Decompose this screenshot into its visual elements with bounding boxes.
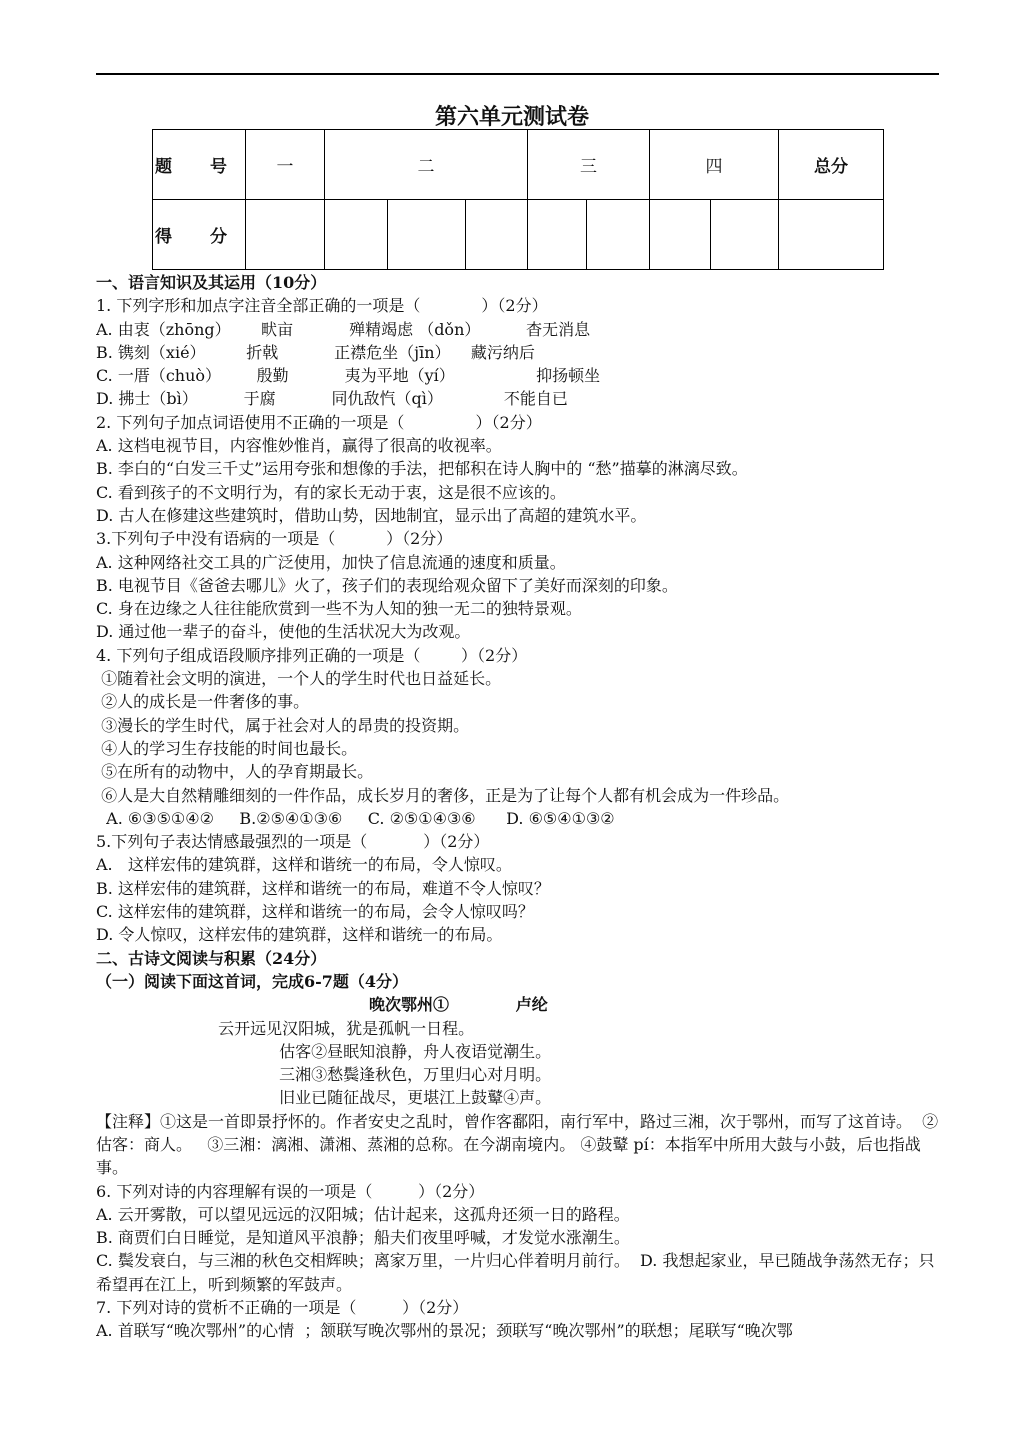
text-line: 三湘③愁鬓逢秋色，万里归心对月明。 xyxy=(96,1065,552,1085)
header-cell-4: 四 xyxy=(650,130,779,200)
exam-content xyxy=(96,271,946,1343)
text-line: 5.下列句子表达情感最强烈的一项是（ ）（2分） xyxy=(96,832,490,852)
text-line: ①随着社会文明的演进，一个人的学生时代也日益延长。 xyxy=(96,669,502,689)
text-line: 7. 下列对诗的赏析不正确的一项是（ ）（2分） xyxy=(96,1298,469,1318)
score-cell[interactable] xyxy=(711,200,779,270)
header-cell-2: 二 xyxy=(325,130,528,200)
score-label-cell: 得 分 xyxy=(153,200,246,270)
text-line: C. 鬓发衰白，与三湘的秋色交相辉映；离家万里，一片归心伴着明月前行。 D. 我想起家业，早已随战争荡然无存；只希望再在江上，听到频繁的军鼓声。 xyxy=(96,1251,935,1294)
section-heading: （一）阅读下面这首词，完成6-7题（4分） xyxy=(96,971,409,991)
text-line: D. 令人惊叹，这样宏伟的建筑群，这样和谐统一的布局。 xyxy=(96,925,503,945)
top-rule xyxy=(96,73,939,75)
text-line: ⑥人是大自然精雕细刻的一件作品，成长岁月的奢侈，正是为了让每个人都有机会成为一件珍品。 xyxy=(96,785,790,805)
score-table xyxy=(152,129,884,270)
text-line: B. 商贾们白日睡觉，是知道风平浪静；船夫们夜里呼喊，才发觉水涨潮生。 xyxy=(96,1228,630,1248)
text-line: D. 古人在修建这些建筑时，借助山势，因地制宜，显示出了高超的建筑水平。 xyxy=(96,505,647,525)
text-line: B. 电视节目《爸爸去哪儿》火了，孩子们的表现给观众留下了美好而深刻的印象。 xyxy=(96,575,678,595)
text-line: B. 这样宏伟的建筑群，这样和谐统一的布局，难道不令人惊叹？ xyxy=(96,878,550,898)
score-cell[interactable] xyxy=(388,200,466,270)
score-cell[interactable] xyxy=(587,200,650,270)
text-line: D. 通过他一辈子的奋斗，使他的生活状况大为改观。 xyxy=(96,622,471,642)
score-cell[interactable] xyxy=(466,200,528,270)
text-line: ⑤在所有的动物中，人的孕育期最长。 xyxy=(96,762,374,782)
text-line: A. 这档电视节目，内容惟妙惟肖，赢得了很高的收视率。 xyxy=(96,436,502,456)
header-cell-1: 一 xyxy=(246,130,325,200)
text-line: C. 看到孩子的不文明行为，有的家长无动于衷，这是很不应该的。 xyxy=(96,482,566,502)
text-line: 【注释】①这是一首即景抒怀的。作者安史之乱时，曾作客鄱阳，南行军中，路过三湘，次于鄂州，而写了这首诗。 ②估客：商人。 ③三湘：漓湘、潇湘、蒸湘的总称。在今湖南境内。 ④鼓鼙 pí：本指军中所用大鼓与小鼓，后也指战事。 xyxy=(96,1111,939,1178)
text-line: 3.下列句子中没有语病的一项是（ ）（2分） xyxy=(96,529,453,549)
text-line: 1. 下列字形和加点字注音全部正确的一项是（ ）（2分） xyxy=(96,296,548,316)
text-line: B. 镌刻（xié） 折戟 正襟危坐（jīn） 藏污纳后 xyxy=(96,342,535,362)
text-line: 估客②昼眠知浪静，舟人夜语觉潮生。 xyxy=(96,1041,552,1061)
section-heading: 二、古诗文阅读与积累（24分） xyxy=(96,948,327,968)
text-line: ②人的成长是一件奢侈的事。 xyxy=(96,692,310,712)
page-title: 第六单元测试卷 xyxy=(434,104,589,130)
score-cell[interactable] xyxy=(325,200,388,270)
header-cell-3: 三 xyxy=(528,130,650,200)
text-line: ④人的学习生存技能的时间也最长。 xyxy=(96,738,358,758)
text-line: A. 这样宏伟的建筑群，这样和谐统一的布局，令人惊叹。 xyxy=(96,855,512,875)
header-label-cell: 题 号 xyxy=(153,130,246,200)
score-cell[interactable] xyxy=(246,200,325,270)
text-line: 4. 下列句子组成语段顺序排列正确的一项是（ ）（2分） xyxy=(96,645,528,665)
text-line: A. 云开雾散，可以望见远远的汉阳城；估计起来，这孤舟还须一日的路程。 xyxy=(96,1204,630,1224)
text-line: 6. 下列对诗的内容理解有误的一项是（ ）（2分） xyxy=(96,1181,485,1201)
text-line: 云开远见汉阳城，犹是孤帆一日程。 xyxy=(96,1018,475,1038)
text-line: B. 李白的“白发三千丈”运用夸张和想像的手法，把郁积在诗人胸中的 “愁”描摹的淋漓尽致。 xyxy=(96,459,748,479)
score-cell-total[interactable] xyxy=(779,200,884,270)
text-line: ③漫长的学生时代，属于社会对人的昂贵的投资期。 xyxy=(96,715,470,735)
text-line: A. ⑥③⑤①④② B.②⑤④①③⑥ C. ②⑤①④③⑥ D. ⑥⑤④①③② xyxy=(96,808,615,828)
text-line: 2. 下列句子加点词语使用不正确的一项是（ ）（2分） xyxy=(96,412,542,432)
text-line: C. 一厝（chuò） 殷勤 夷为平地（yí） 抑扬顿坐 xyxy=(96,366,601,386)
text-line: D. 拂士（bì） 于腐 同仇敌忾（qì） 不能自已 xyxy=(96,389,568,409)
score-cell[interactable] xyxy=(650,200,711,270)
text-line: A. 首联写“晚次鄂州”的心情 ；颔联写晚次鄂州的景况；颈联写“晚次鄂州”的联想；尾联写“晚次鄂 xyxy=(96,1321,793,1341)
text-line: C. 身在边缘之人往往能欣赏到一些不为人知的独一无二的独特景观。 xyxy=(96,599,582,619)
text-line: 旧业已随征战尽，更堪江上鼓鼙④声。 xyxy=(96,1088,552,1108)
score-cell[interactable] xyxy=(528,200,587,270)
header-cell-total: 总分 xyxy=(779,130,884,200)
text-line: 晚次鄂州① 卢纶 xyxy=(96,995,548,1015)
text-line: C. 这样宏伟的建筑群，这样和谐统一的布局，会令人惊叹吗？ xyxy=(96,902,534,922)
text-line: A. 这种网络社交工具的广泛使用，加快了信息流通的速度和质量。 xyxy=(96,552,566,572)
section-heading: 一、语言知识及其运用（10分） xyxy=(96,273,327,292)
text-line: A. 由衷（zhōng） 畎亩 殚精竭虑 （dǒn） 杳无消息 xyxy=(96,319,591,339)
